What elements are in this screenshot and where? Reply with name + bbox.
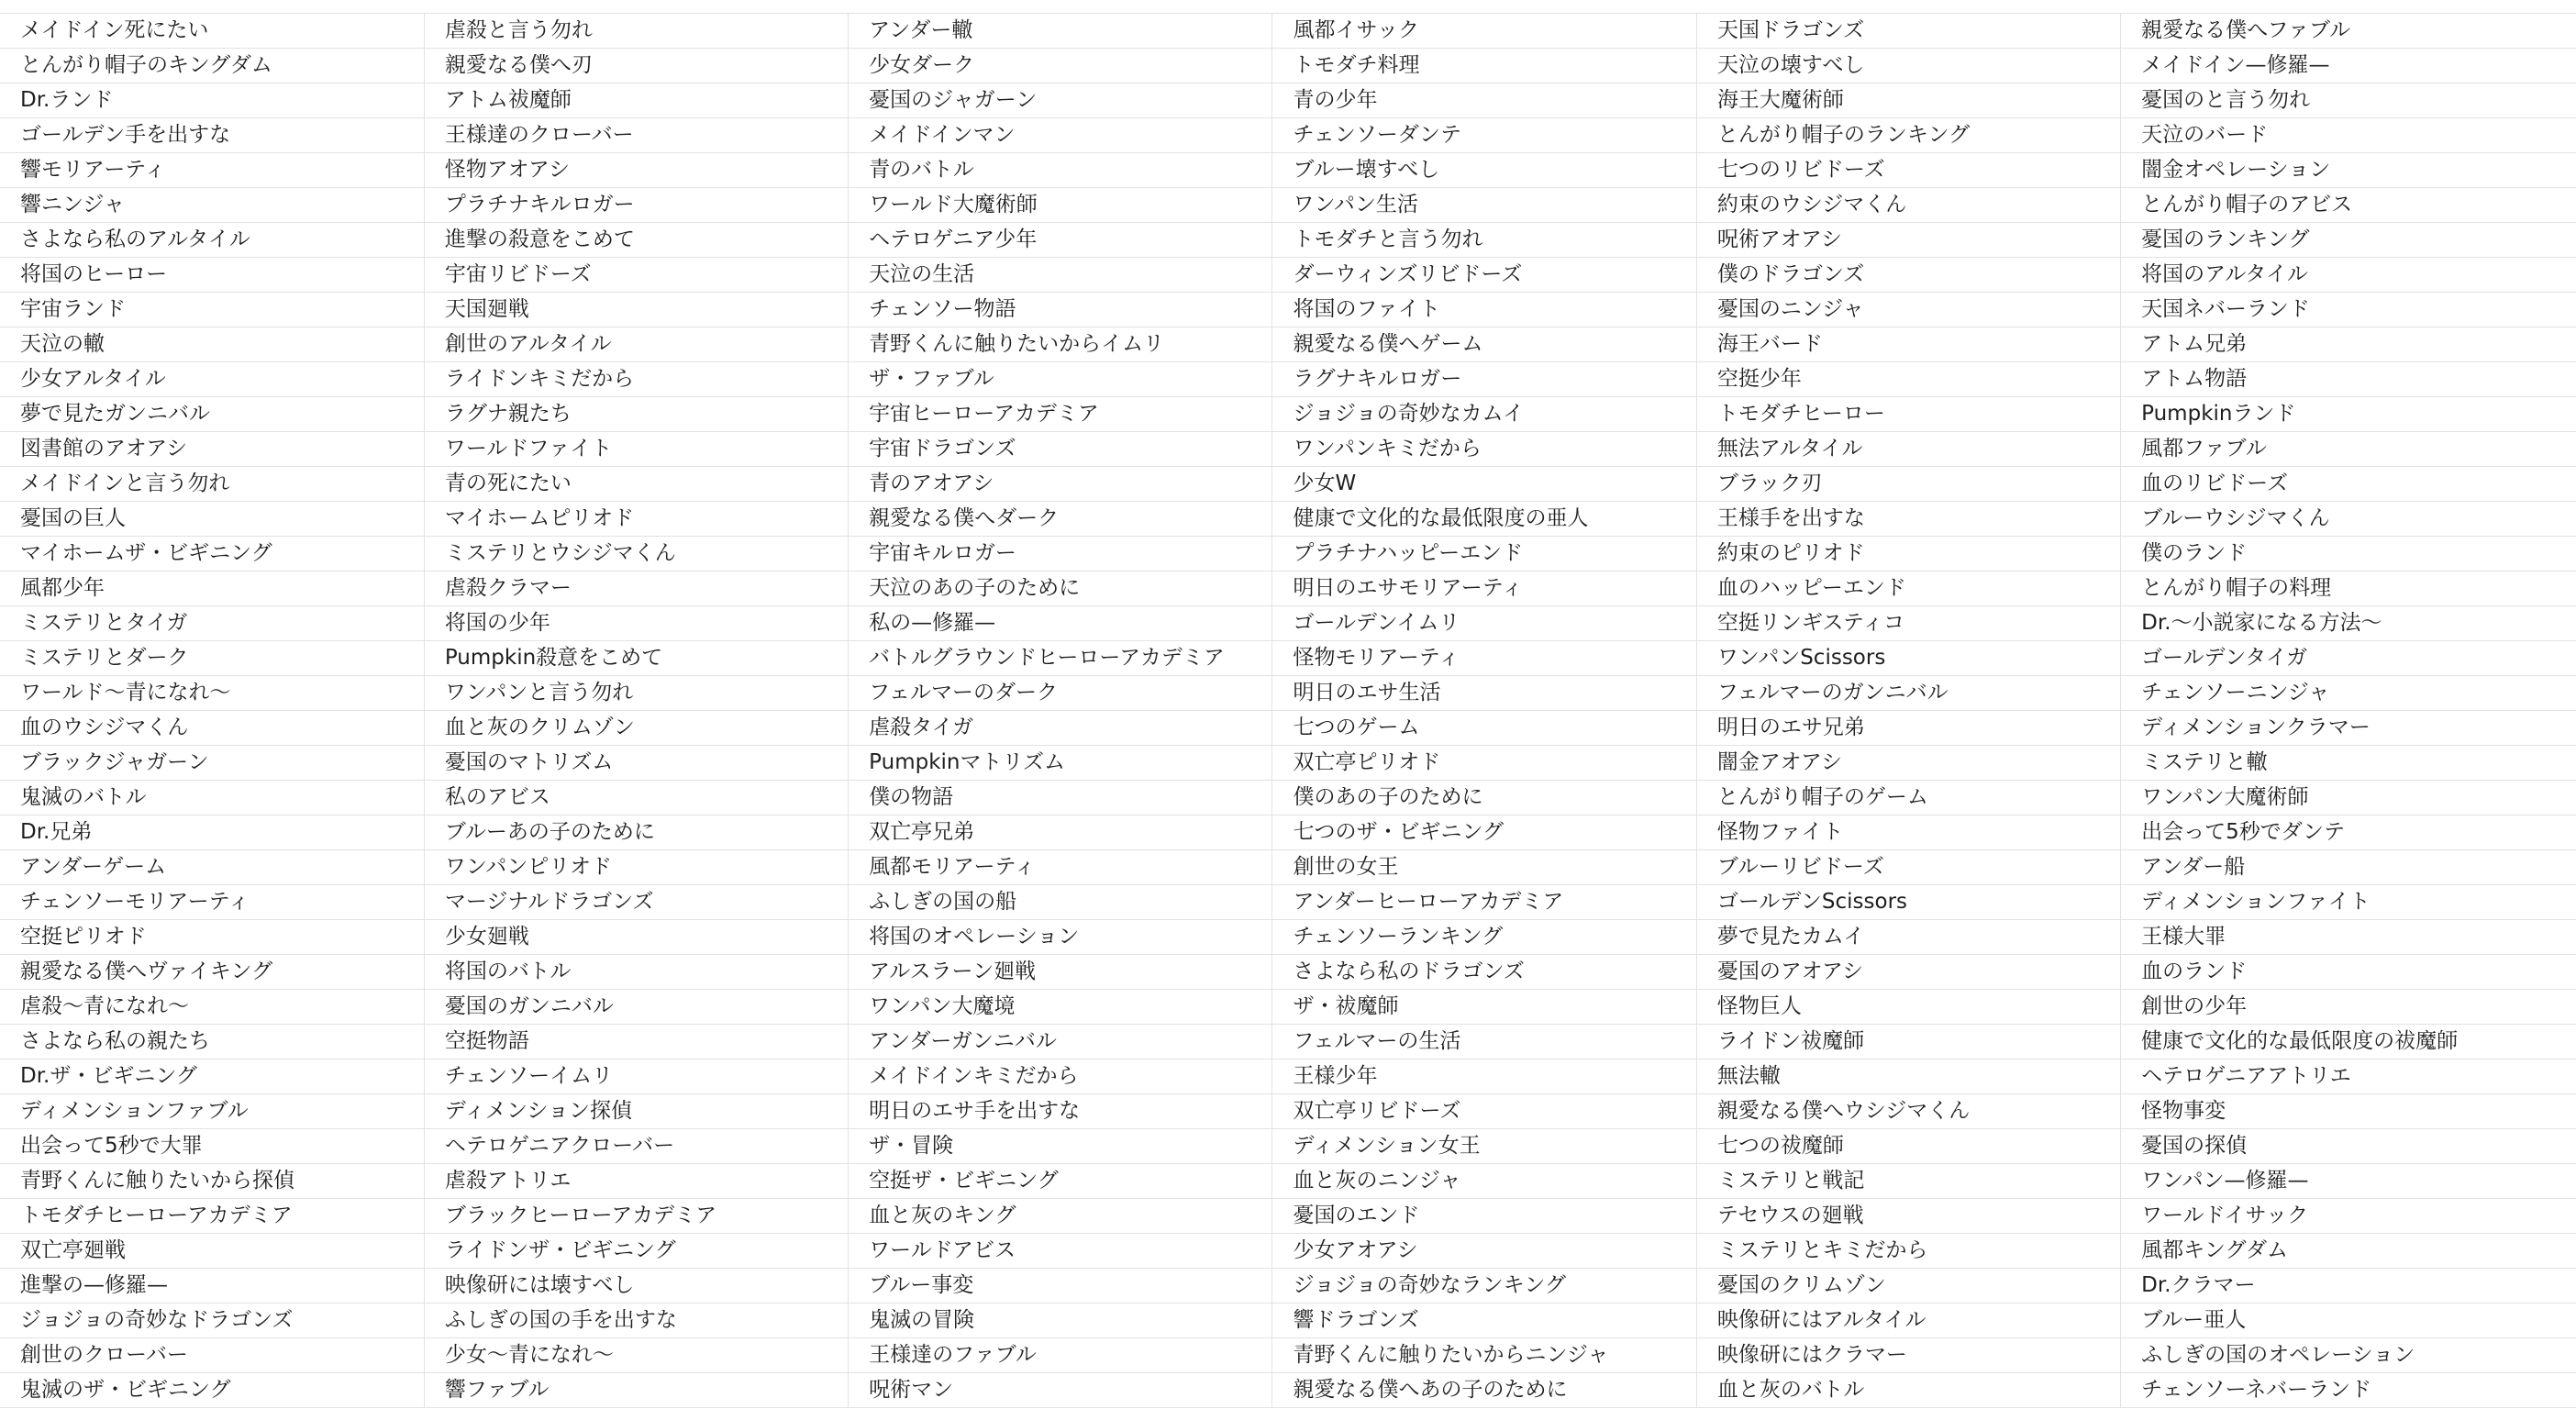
cell[interactable]: ワンパン大魔術師 [2121,781,2576,815]
cell[interactable]: 親愛なる僕へウシジマくん [1696,1094,2120,1129]
cell[interactable]: 僕のランド [2121,537,2576,571]
cell[interactable]: 空挺物語 [424,1025,848,1059]
cell[interactable]: ブラック刃 [1696,467,2120,502]
cell[interactable]: 七つのゲーム [1272,711,1696,746]
cell[interactable]: 少女廻戦 [424,920,848,955]
cell[interactable]: 憂国のガンニバル [424,990,848,1025]
cell[interactable]: 夢で見たカムイ [1696,920,2120,955]
cell[interactable]: ワンパンキミだから [1272,432,1696,467]
cell[interactable]: 天泣の壊すべし [1696,49,2120,83]
cell[interactable]: ゴールデン手を出すな [0,118,424,153]
cell[interactable]: 憂国の巨人 [0,502,424,537]
cell[interactable]: 憂国のジャガーン [849,83,1272,118]
cell[interactable]: 響ニンジャ [0,188,424,223]
cell[interactable]: 双亡亭廻戦 [0,1234,424,1269]
cell[interactable]: 将国のファイト [1272,293,1696,327]
cell[interactable]: 図書館のアオアシ [0,432,424,467]
cell[interactable]: Dr.〜小説家になる方法〜 [2121,606,2576,641]
cell[interactable]: 血のリビドーズ [2121,467,2576,502]
cell[interactable]: 虐殺〜青になれ〜 [0,990,424,1025]
cell[interactable]: 天国ネバーランド [2121,293,2576,327]
table-row [0,258,2576,293]
cell[interactable]: ワンパンと言う勿れ [424,676,848,711]
cell[interactable]: ふしぎの国のオペレーション [2121,1338,2576,1373]
cell[interactable]: ワンパンScissors [1696,641,2120,676]
cell[interactable]: トモダチ料理 [1272,49,1696,83]
cell[interactable]: さよなら私のドラゴンズ [1272,955,1696,990]
cell[interactable]: 双亡亭兄弟 [849,815,1272,850]
cell[interactable]: 憂国のアオアシ [1696,955,2120,990]
table-row [0,83,2576,118]
cell[interactable]: ライドンキミだから [424,362,848,397]
cell[interactable]: アンダーゲーム [0,850,424,885]
cell[interactable]: 約束のウシジマくん [1696,188,2120,223]
cell[interactable]: チェンソーイムリ [424,1059,848,1094]
cell[interactable]: 約束のピリオド [1696,537,2120,571]
table-row [0,14,2576,49]
cell[interactable]: 王様達のファブル [849,1338,1272,1373]
table-row [0,1234,2576,1269]
cell[interactable]: 天泣の轍 [0,327,424,362]
table-row [0,1304,2576,1338]
cell[interactable]: 僕のドラゴンズ [1696,258,2120,293]
cell[interactable]: 映像研には壊すべし [424,1269,848,1304]
cell[interactable]: 虐殺アトリエ [424,1164,848,1199]
cell[interactable]: Pumpkinマトリズム [849,746,1272,781]
cell[interactable]: ワールド大魔術師 [849,188,1272,223]
cell[interactable]: 鬼滅の冒険 [849,1304,1272,1338]
table-row [0,49,2576,83]
cell[interactable]: 憂国のマトリズム [424,746,848,781]
cell[interactable]: ゴールデンタイガ [2121,641,2576,676]
table-row [0,606,2576,641]
cell[interactable]: ディメンション探偵 [424,1094,848,1129]
grid-body [0,14,2576,1408]
cell[interactable]: 七つの祓魔師 [1696,1129,2120,1164]
cell[interactable]: ラグナ親たち [424,397,848,432]
cell[interactable]: 親愛なる僕へダーク [849,502,1272,537]
cell[interactable]: ブルー壊すべし [1272,153,1696,188]
table-row [0,223,2576,258]
cell[interactable]: ブルーあの子のために [424,815,848,850]
cell[interactable]: 宇宙ヒーローアカデミア [849,397,1272,432]
cell[interactable]: 少女W [1272,467,1696,502]
cell[interactable]: チェンソーネバーランド [2121,1373,2576,1408]
table-row [0,537,2576,571]
cell[interactable]: 血と灰のバトル [1696,1373,2120,1408]
cell[interactable]: 風都イサック [1272,14,1696,49]
cell[interactable]: 鬼滅のザ・ビギニング [0,1373,424,1408]
cell[interactable]: 進撃の—修羅— [0,1269,424,1304]
cell[interactable]: 出会って5秒でダンテ [2121,815,2576,850]
cell[interactable]: ディメンションファイト [2121,885,2576,920]
cell[interactable]: 青野くんに触りたいからニンジャ [1272,1338,1696,1373]
cell[interactable]: 憂国の探偵 [2121,1129,2576,1164]
table-row [0,850,2576,885]
cell[interactable]: アンダー轍 [849,14,1272,49]
table-row [0,467,2576,502]
cell[interactable]: 怪物事変 [2121,1094,2576,1129]
cell[interactable]: チェンソーニンジャ [2121,676,2576,711]
cell[interactable]: ブラックジャガーン [0,746,424,781]
cell[interactable]: ジョジョの奇妙なドラゴンズ [0,1304,424,1338]
cell[interactable]: 王様達のクローバー [424,118,848,153]
cell[interactable]: 風都ファブル [2121,432,2576,467]
cell[interactable]: ワンパン生活 [1272,188,1696,223]
cell[interactable]: メイドインと言う勿れ [0,467,424,502]
cell[interactable]: ミステリとダーク [0,641,424,676]
cell[interactable]: 虐殺タイガ [849,711,1272,746]
table-row [0,955,2576,990]
table-row [0,920,2576,955]
cell[interactable]: 空挺ザ・ビギニング [849,1164,1272,1199]
cell[interactable]: マイホームザ・ビギニング [0,537,424,571]
table-row [0,746,2576,781]
cell[interactable]: ワールドファイト [424,432,848,467]
cell[interactable]: ゴールデンイムリ [1272,606,1696,641]
cell[interactable]: ミステリとキミだから [1696,1234,2120,1269]
table-row [0,1373,2576,1408]
cell[interactable]: 青野くんに触りたいから探偵 [0,1164,424,1199]
table-row [0,1199,2576,1234]
cell[interactable]: 風都モリアーティ [849,850,1272,885]
cell[interactable]: 宇宙キルロガー [849,537,1272,571]
cell[interactable]: 親愛なる僕へファブル [2121,14,2576,49]
cell[interactable]: テセウスの廻戦 [1696,1199,2120,1234]
cell[interactable]: ふしぎの国の船 [849,885,1272,920]
cell[interactable]: 親愛なる僕へゲーム [1272,327,1696,362]
cell[interactable]: 虐殺クラマー [424,571,848,606]
cell[interactable]: 七つのリビドーズ [1696,153,2120,188]
cell[interactable]: 映像研にはアルタイル [1696,1304,2120,1338]
cell[interactable]: 憂国のと言う勿れ [2121,83,2576,118]
cell[interactable]: プラチナハッピーエンド [1272,537,1696,571]
cell[interactable]: 創世のアルタイル [424,327,848,362]
table-row [0,188,2576,223]
cell[interactable]: ミステリとウシジマくん [424,537,848,571]
cell[interactable]: Dr.ザ・ビギニング [0,1059,424,1094]
table-row [0,885,2576,920]
cell[interactable]: 天泣の生活 [849,258,1272,293]
cell[interactable]: チェンソーランキング [1272,920,1696,955]
cell[interactable]: アルスラーン廻戦 [849,955,1272,990]
cell[interactable]: 創世のクローバー [0,1338,424,1373]
cell[interactable]: ミステリとタイガ [0,606,424,641]
cell[interactable]: ブラックヒーローアカデミア [424,1199,848,1234]
cell[interactable]: ジョジョの奇妙なカムイ [1272,397,1696,432]
cell[interactable]: ワンパン—修羅— [2121,1164,2576,1199]
cell[interactable]: 響モリアーティ [0,153,424,188]
cell[interactable]: 親愛なる僕へあの子のために [1272,1373,1696,1408]
cell[interactable]: 青野くんに触りたいからイムリ [849,327,1272,362]
cell[interactable]: とんがり帽子のキングダム [0,49,424,83]
cell[interactable]: 天国廻戦 [424,293,848,327]
cell[interactable]: 出会って5秒で大罪 [0,1129,424,1164]
cell[interactable]: アンダーヒーローアカデミア [1272,885,1696,920]
cell[interactable]: ブルー亜人 [2121,1304,2576,1338]
cell[interactable]: 鬼滅のバトル [0,781,424,815]
cell[interactable]: ワールドイサック [2121,1199,2576,1234]
cell-grid [0,14,2576,1408]
cell[interactable]: 双亡亭ピリオド [1272,746,1696,781]
cell[interactable]: 血と灰のニンジャ [1272,1164,1696,1199]
cell[interactable]: 少女ダーク [849,49,1272,83]
cell[interactable]: 憂国のランキング [2121,223,2576,258]
cell[interactable]: Dr.クラマー [2121,1269,2576,1304]
table-row [0,1059,2576,1094]
cell[interactable]: 健康で文化的な最低限度の亜人 [1272,502,1696,537]
cell[interactable]: ライドンザ・ビギニング [424,1234,848,1269]
table-row [0,362,2576,397]
cell[interactable]: ディメンションファブル [0,1094,424,1129]
cell[interactable]: 少女〜青になれ〜 [424,1338,848,1373]
table-row [0,711,2576,746]
cell[interactable]: 天泣のバード [2121,118,2576,153]
cell[interactable]: メイドイン—修羅— [2121,49,2576,83]
cell[interactable]: 憂国のニンジャ [1696,293,2120,327]
cell[interactable]: とんがり帽子のゲーム [1696,781,2120,815]
cell[interactable]: 青の少年 [1272,83,1696,118]
cell[interactable]: 少女アオアシ [1272,1234,1696,1269]
cell[interactable]: ワンパン大魔境 [849,990,1272,1025]
cell[interactable]: メイドインマン [849,118,1272,153]
cell[interactable]: トモダチヒーローアカデミア [0,1199,424,1234]
cell[interactable]: 創世の女王 [1272,850,1696,885]
cell[interactable]: 響ドラゴンズ [1272,1304,1696,1338]
cell[interactable]: Pumpkinランド [2121,397,2576,432]
cell[interactable]: 健康で文化的な最低限度の祓魔師 [2121,1025,2576,1059]
cell[interactable]: ジョジョの奇妙なランキング [1272,1269,1696,1304]
cell[interactable]: 将国のバトル [424,955,848,990]
cell[interactable]: トモダチと言う勿れ [1272,223,1696,258]
cell[interactable]: アトム祓魔師 [424,83,848,118]
cell[interactable]: さよなら私のアルタイル [0,223,424,258]
cell[interactable]: 明日のエサ手を出すな [849,1094,1272,1129]
cell[interactable]: 私の—修羅— [849,606,1272,641]
cell[interactable]: 青のバトル [849,153,1272,188]
table-row [0,815,2576,850]
cell[interactable]: チェンソーダンテ [1272,118,1696,153]
cell[interactable]: 怪物ファイト [1696,815,2120,850]
cell[interactable]: 無法アルタイル [1696,432,2120,467]
cell[interactable]: ワールド〜青になれ〜 [0,676,424,711]
cell[interactable]: フェルマーの生活 [1272,1025,1696,1059]
cell[interactable]: 風都少年 [0,571,424,606]
cell[interactable]: 青のアオアシ [849,467,1272,502]
cell[interactable]: 血のランド [2121,955,2576,990]
cell[interactable]: 親愛なる僕へ刃 [424,49,848,83]
cell[interactable]: 進撃の殺意をこめて [424,223,848,258]
cell[interactable]: 血と灰のキング [849,1199,1272,1234]
cell[interactable]: 将国のオペレーション [849,920,1272,955]
cell[interactable]: とんがり帽子の料理 [2121,571,2576,606]
table-row [0,1129,2576,1164]
cell[interactable]: とんがり帽子のランキング [1696,118,2120,153]
cell[interactable]: アンダーガンニバル [849,1025,1272,1059]
cell[interactable]: ダーウィンズリビドーズ [1272,258,1696,293]
cell[interactable]: さよなら私の親たち [0,1025,424,1059]
table-row [0,432,2576,467]
cell[interactable]: 明日のエサ兄弟 [1696,711,2120,746]
table-row [0,781,2576,815]
cell[interactable]: ディメンション女王 [1272,1129,1696,1164]
table-row [0,1338,2576,1373]
cell[interactable]: チェンソー物語 [849,293,1272,327]
cell[interactable]: ブルー事変 [849,1269,1272,1304]
cell[interactable]: 闇金オペレーション [2121,153,2576,188]
cell[interactable]: ミステリと轍 [2121,746,2576,781]
cell[interactable]: ゴールデンScissors [1696,885,2120,920]
cell[interactable]: 青の死にたい [424,467,848,502]
cell[interactable]: ワンパンピリオド [424,850,848,885]
cell[interactable]: 血のウシジマくん [0,711,424,746]
cell[interactable]: ブルーウシジマくん [2121,502,2576,537]
cell[interactable]: 将国の少年 [424,606,848,641]
cell[interactable]: とんがり帽子のアビス [2121,188,2576,223]
cell[interactable]: 響ファブル [424,1373,848,1408]
cell[interactable]: ヘテロゲニアアトリエ [2121,1059,2576,1094]
cell[interactable]: 憂国のクリムゾン [1696,1269,2120,1304]
table-row [0,502,2576,537]
cell[interactable]: ブルーリビドーズ [1696,850,2120,885]
cell[interactable]: ザ・ファブル [849,362,1272,397]
cell[interactable]: 海王バード [1696,327,2120,362]
cell[interactable]: プラチナキルロガー [424,188,848,223]
cell[interactable]: ヘテロゲニアクローバー [424,1129,848,1164]
cell[interactable]: 血のハッピーエンド [1696,571,2120,606]
cell[interactable]: 少女アルタイル [0,362,424,397]
cell[interactable]: 映像研にはクラマー [1696,1338,2120,1373]
cell[interactable]: 七つのザ・ビギニング [1272,815,1696,850]
cell[interactable]: ザ・祓魔師 [1272,990,1696,1025]
cell[interactable]: ミステリと戦記 [1696,1164,2120,1199]
table-row [0,118,2576,153]
cell[interactable]: Pumpkin殺意をこめて [424,641,848,676]
table-row [0,327,2576,362]
table-row [0,1164,2576,1199]
cell[interactable]: Dr.兄弟 [0,815,424,850]
cell[interactable]: ザ・冒険 [849,1129,1272,1164]
cell[interactable]: 天国ドラゴンズ [1696,14,2120,49]
cell[interactable]: 空挺ピリオド [0,920,424,955]
cell[interactable]: 王様少年 [1272,1059,1696,1094]
cell[interactable]: マイホームピリオド [424,502,848,537]
cell[interactable]: 怪物アオアシ [424,153,848,188]
cell[interactable]: 明日のエサモリアーティ [1272,571,1696,606]
cell[interactable]: 呪術アオアシ [1696,223,2120,258]
cell[interactable]: 創世の少年 [2121,990,2576,1025]
cell[interactable]: 王様手を出すな [1696,502,2120,537]
cell[interactable]: 天泣のあの子のために [849,571,1272,606]
table-row [0,1025,2576,1059]
cell[interactable]: 宇宙ランド [0,293,424,327]
table-row [0,293,2576,327]
cell[interactable]: マージナルドラゴンズ [424,885,848,920]
cell[interactable]: ワールドアビス [849,1234,1272,1269]
cell[interactable]: Dr.ランド [0,83,424,118]
cell[interactable]: 親愛なる僕へヴァイキング [0,955,424,990]
cell[interactable]: 無法轍 [1696,1059,2120,1094]
cell[interactable]: 将国のヒーロー [0,258,424,293]
cell[interactable]: チェンソーモリアーティ [0,885,424,920]
cell[interactable]: 夢で見たガンニバル [0,397,424,432]
table-row [0,676,2576,711]
cell[interactable]: ヘテロゲニア少年 [849,223,1272,258]
cell[interactable]: アトム兄弟 [2121,327,2576,362]
table-row [0,571,2576,606]
cell[interactable]: バトルグラウンドヒーローアカデミア [849,641,1272,676]
cell[interactable]: メイドインキミだから [849,1059,1272,1094]
cell[interactable]: ライドン祓魔師 [1696,1025,2120,1059]
cell[interactable]: 怪物モリアーティ [1272,641,1696,676]
cell[interactable]: フェルマーのガンニバル [1696,676,2120,711]
cell[interactable]: ラグナキルロガー [1272,362,1696,397]
table-row [0,397,2576,432]
cell[interactable]: 将国のアルタイル [2121,258,2576,293]
cell[interactable]: 呪術マン [849,1373,1272,1408]
cell[interactable]: アンダー船 [2121,850,2576,885]
cell[interactable]: 明日のエサ生活 [1272,676,1696,711]
cell[interactable]: 宇宙ドラゴンズ [849,432,1272,467]
cell[interactable]: 闇金アオアシ [1696,746,2120,781]
cell[interactable]: 私のアビス [424,781,848,815]
cell[interactable]: 憂国のエンド [1272,1199,1696,1234]
cell[interactable]: 僕のあの子のために [1272,781,1696,815]
cell[interactable]: 虐殺と言う勿れ [424,14,848,49]
cell[interactable]: 怪物巨人 [1696,990,2120,1025]
cell[interactable]: 僕の物語 [849,781,1272,815]
cell[interactable]: 空挺少年 [1696,362,2120,397]
table-row [0,153,2576,188]
cell[interactable]: トモダチヒーロー [1696,397,2120,432]
cell[interactable]: ディメンションクラマー [2121,711,2576,746]
cell[interactable]: メイドイン死にたい [0,14,424,49]
cell[interactable]: アトム物語 [2121,362,2576,397]
cell[interactable]: ふしぎの国の手を出すな [424,1304,848,1338]
cell[interactable]: 双亡亭リビドーズ [1272,1094,1696,1129]
cell[interactable]: 宇宙リビドーズ [424,258,848,293]
table-row [0,990,2576,1025]
cell[interactable]: 海王大魔術師 [1696,83,2120,118]
cell[interactable]: 空挺リンギスティコ [1696,606,2120,641]
cell[interactable]: 風都キングダム [2121,1234,2576,1269]
cell[interactable]: フェルマーのダーク [849,676,1272,711]
table-row [0,641,2576,676]
table-row [0,1094,2576,1129]
cell[interactable]: 王様大罪 [2121,920,2576,955]
cell[interactable]: 血と灰のクリムゾン [424,711,848,746]
table-row [0,1269,2576,1304]
